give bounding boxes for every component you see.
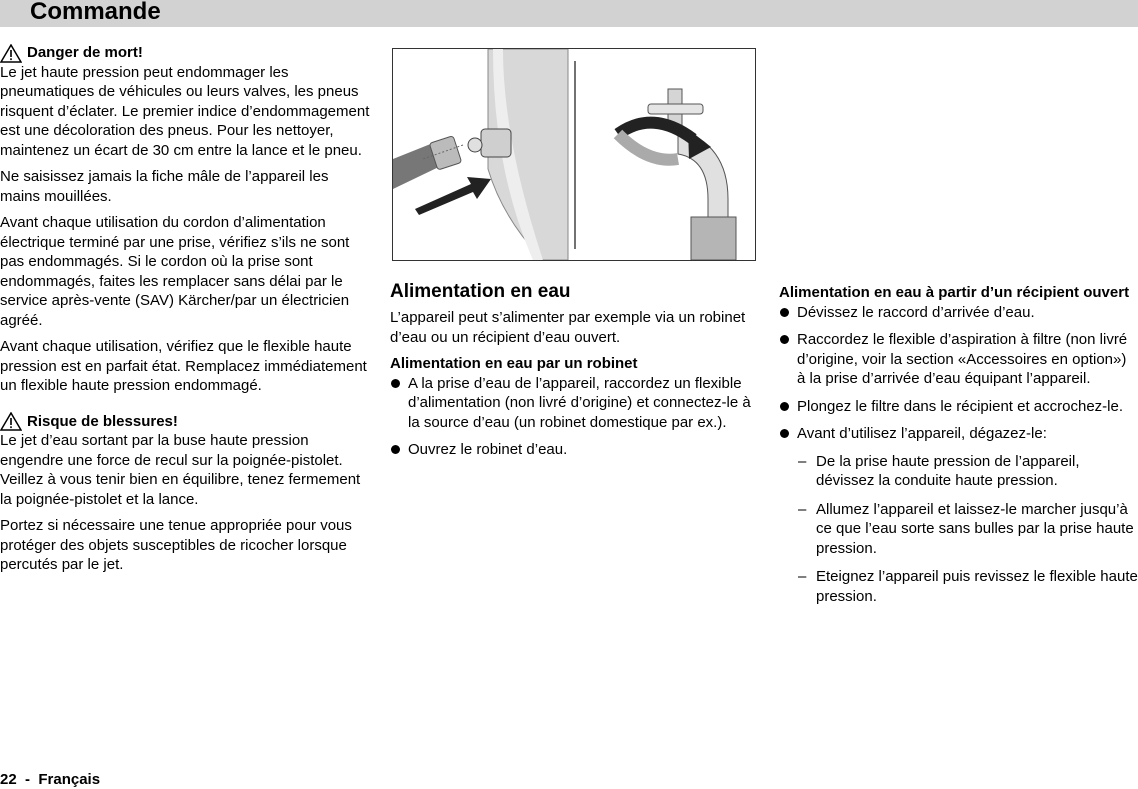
list-item: Raccordez le flexible d’aspiration à filtre (non livré d’origine, voir la section «Accessoires en option») à la prise d’arrivée d’eau équipant l’appareil. [779,330,1138,389]
warning-triangle-icon [0,44,22,63]
injury-paragraph: Portez si nécessaire une tenue appropriée pour vous protéger des objets susceptibles de ricocher lorsque percutés par le jet. [0,517,352,573]
dash-item: – De la prise haute pression de l’appareil, dévissez la conduite haute pression. [798,452,1080,489]
list-item: Avant d’utilisez l’appareil, dégazez-le: [779,424,1138,444]
header-bar [0,0,1138,27]
danger-title: Danger de mort! [27,44,143,61]
subsection-heading: Alimentation en eau à partir d’un récipient ouvert [779,284,1130,301]
list-item: Ouvrez le robinet d’eau. [390,440,760,460]
bullet-icon [780,402,789,411]
page-title: Commande [30,0,161,25]
danger-paragraph: Avant chaque utilisation, vérifiez que le flexible haute pression est en parfait état. Remplacez immédiatement un flexible haute pression endommagé. [0,338,367,394]
danger-heading [0,43,370,63]
bullet-icon [780,429,789,438]
dash-item: – Eteignez l’appareil puis revissez le flexible haute pression. [798,568,1138,605]
danger-paragraph: Ne saisissez jamais la fiche mâle de l’appareil les mains mouillées. [0,168,329,205]
dash-marker: – [798,568,807,585]
dash-item: – Allumez l’appareil et laissez-le marcher jusqu’à ce que l’eau sorte sans bulles par la prise haute pression. [798,500,1134,557]
middle-column [390,280,760,468]
dash-marker: – [798,452,807,470]
list-item: Dévissez le raccord d’arrivée d’eau. [779,303,1138,323]
bullet-icon [780,335,789,344]
left-column [0,43,370,582]
list-item: Plongez le filtre dans le récipient et accrochez-le. [779,397,1138,417]
danger-paragraph: Avant chaque utilisation du cordon d’alimentation électrique terminé par une prise, vérifiez s’ils ne sont pas endommagés. Si le cordon où la prise sont endommagés, faites les remplacer sans délai par le service après-vente (SAV) Kärcher/par un électricien agréé. [0,214,350,329]
bullet-icon [391,379,400,388]
injury-heading [0,412,370,432]
list-item: A la prise d’eau de l’appareil, raccordez un flexible d’alimentation (non livré d’origine) et connectez-le à la source d’eau (un robinet domestique par ex.). [390,374,760,433]
warning-triangle-icon [0,412,22,431]
right-column [779,283,1138,615]
page-footer: 22 - Français [0,771,101,788]
water-connection-illustration [392,48,756,261]
dash-marker: – [798,500,807,518]
section-intro: L’appareil peut s’alimenter par exemple via un robinet d’eau ou un récipient d’eau ouvert. [390,309,746,346]
bullet-icon [780,308,789,317]
subsection-heading: Alimentation en eau par un robinet [390,355,638,372]
bullet-icon [391,445,400,454]
injury-title: Risque de blessures! [27,412,178,430]
injury-paragraph: Le jet d’eau sortant par la buse haute pression engendre une force de recul sur la poignée-pistolet. Veillez à vous tenir bien en équilibre, tenez fermement la poignée-pistolet et la lance. [0,432,361,508]
section-heading: Alimentation en eau [390,281,571,302]
danger-paragraph: Le jet haute pression peut endommager les pneumatiques de véhicules ou leurs valves, les pneus risquent d’éclater. Le premier indice d’endommagement est une décoloration des pneus. Pour les nettoyer, maintenez un écart de 30 cm entre la lance et le pneu. [0,63,370,159]
